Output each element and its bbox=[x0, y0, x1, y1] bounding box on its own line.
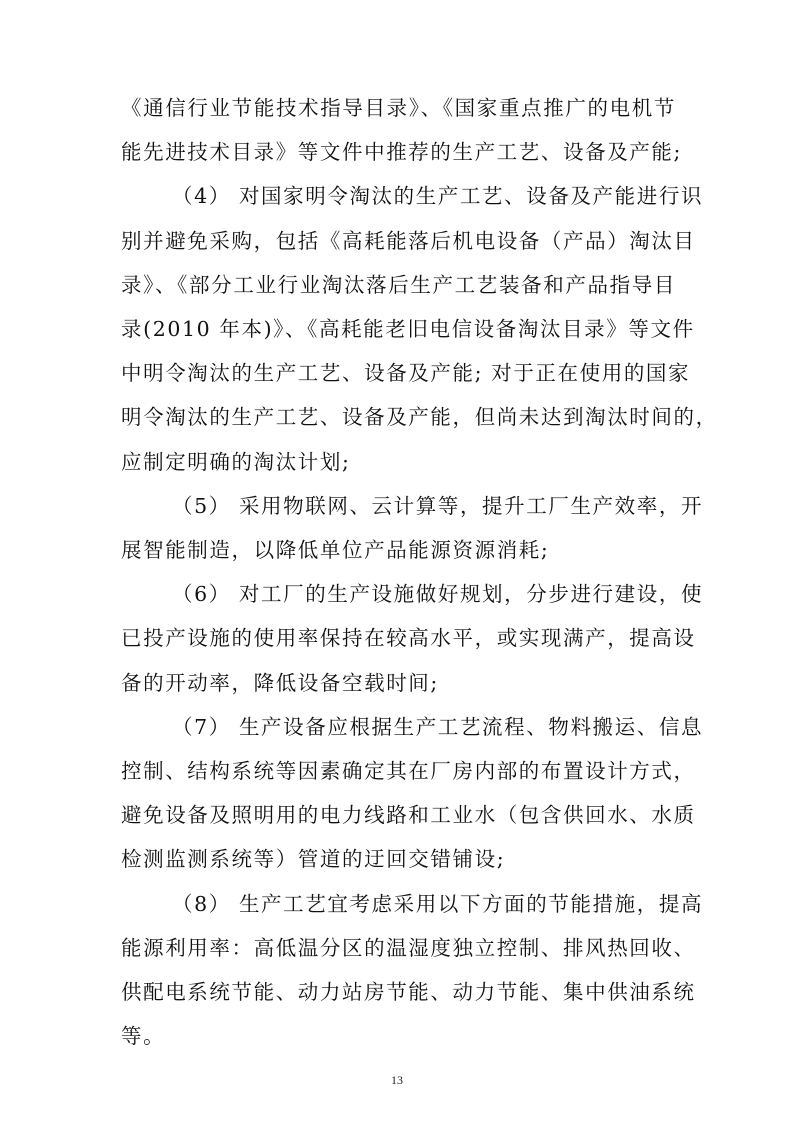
paragraph-6-line-3: 备的开动率，降低设备空载时间; bbox=[121, 670, 439, 695]
paragraph-7-line-4: 检测监测系统等）管道的迂回交错铺设; bbox=[121, 847, 506, 872]
paragraph-8-line-1: （8） 生产工艺宜考虑采用以下方面的节能措施，提高 bbox=[172, 891, 704, 916]
paragraph-4-line-6: 明令淘汰的生产工艺、设备及产能，但尚未达到淘汰时间的， bbox=[121, 405, 718, 430]
paragraph-5-line-1: （5） 采用物联网、云计算等，提升工厂生产效率，开 bbox=[172, 493, 704, 518]
paragraph-4-line-2: 别并避免采购，包括《高耗能落后机电设备（产品）淘汰目 bbox=[121, 228, 696, 253]
paragraph-4-line-7: 应制定明确的淘汰计划; bbox=[121, 449, 351, 474]
paragraph-4-line-1: （4） 对国家明令淘汰的生产工艺、设备及产能进行识 bbox=[172, 184, 704, 209]
paragraph-7-line-3: 避免设备及照明用的电力线路和工业水（包含供回水、水质 bbox=[121, 803, 696, 828]
text-line-1: 《通信行业节能技术指导目录》、《国家重点推广的电机节 bbox=[121, 96, 676, 120]
page-number: 13 bbox=[391, 1073, 403, 1087]
paragraph-4-line-3: 录》、《部分工业行业淘汰落后生产工艺装备和产品指导目 bbox=[121, 272, 676, 297]
paragraph-5-line-2: 展智能制造，以降低单位产品能源资源消耗; bbox=[121, 538, 550, 562]
text-line-2: 能先进技术目录》等文件中推荐的生产工艺、设备及产能; bbox=[121, 140, 683, 165]
paragraph-7-line-1: （7） 生产设备应根据生产工艺流程、物料搬运、信息 bbox=[172, 714, 704, 739]
paragraph-6-line-1: （6） 对工厂的生产设施做好规划，分步进行建设，使 bbox=[172, 582, 704, 607]
paragraph-8-line-3: 供配电系统节能、动力站房节能、动力节能、集中供油系统 bbox=[121, 980, 696, 1004]
paragraph-4-line-4: 录(2010 年本)》、《高耗能老旧电信设备淘汰目录》等文件 bbox=[121, 317, 695, 341]
paragraph-4-line-5: 中明令淘汰的生产工艺、设备及产能; 对于正在使用的国家 bbox=[121, 361, 691, 386]
paragraph-8-line-4: 等。 bbox=[121, 1024, 166, 1049]
paragraph-7-line-2: 控制、结构系统等因素确定其在厂房内部的布置设计方式， bbox=[121, 759, 696, 783]
paragraph-8-line-2: 能源利用率：高低温分区的温湿度独立控制、排风热回收、 bbox=[121, 935, 696, 960]
paragraph-6-line-2: 已投产设施的使用率保持在较高水平，或实现满产，提高设 bbox=[121, 626, 696, 651]
